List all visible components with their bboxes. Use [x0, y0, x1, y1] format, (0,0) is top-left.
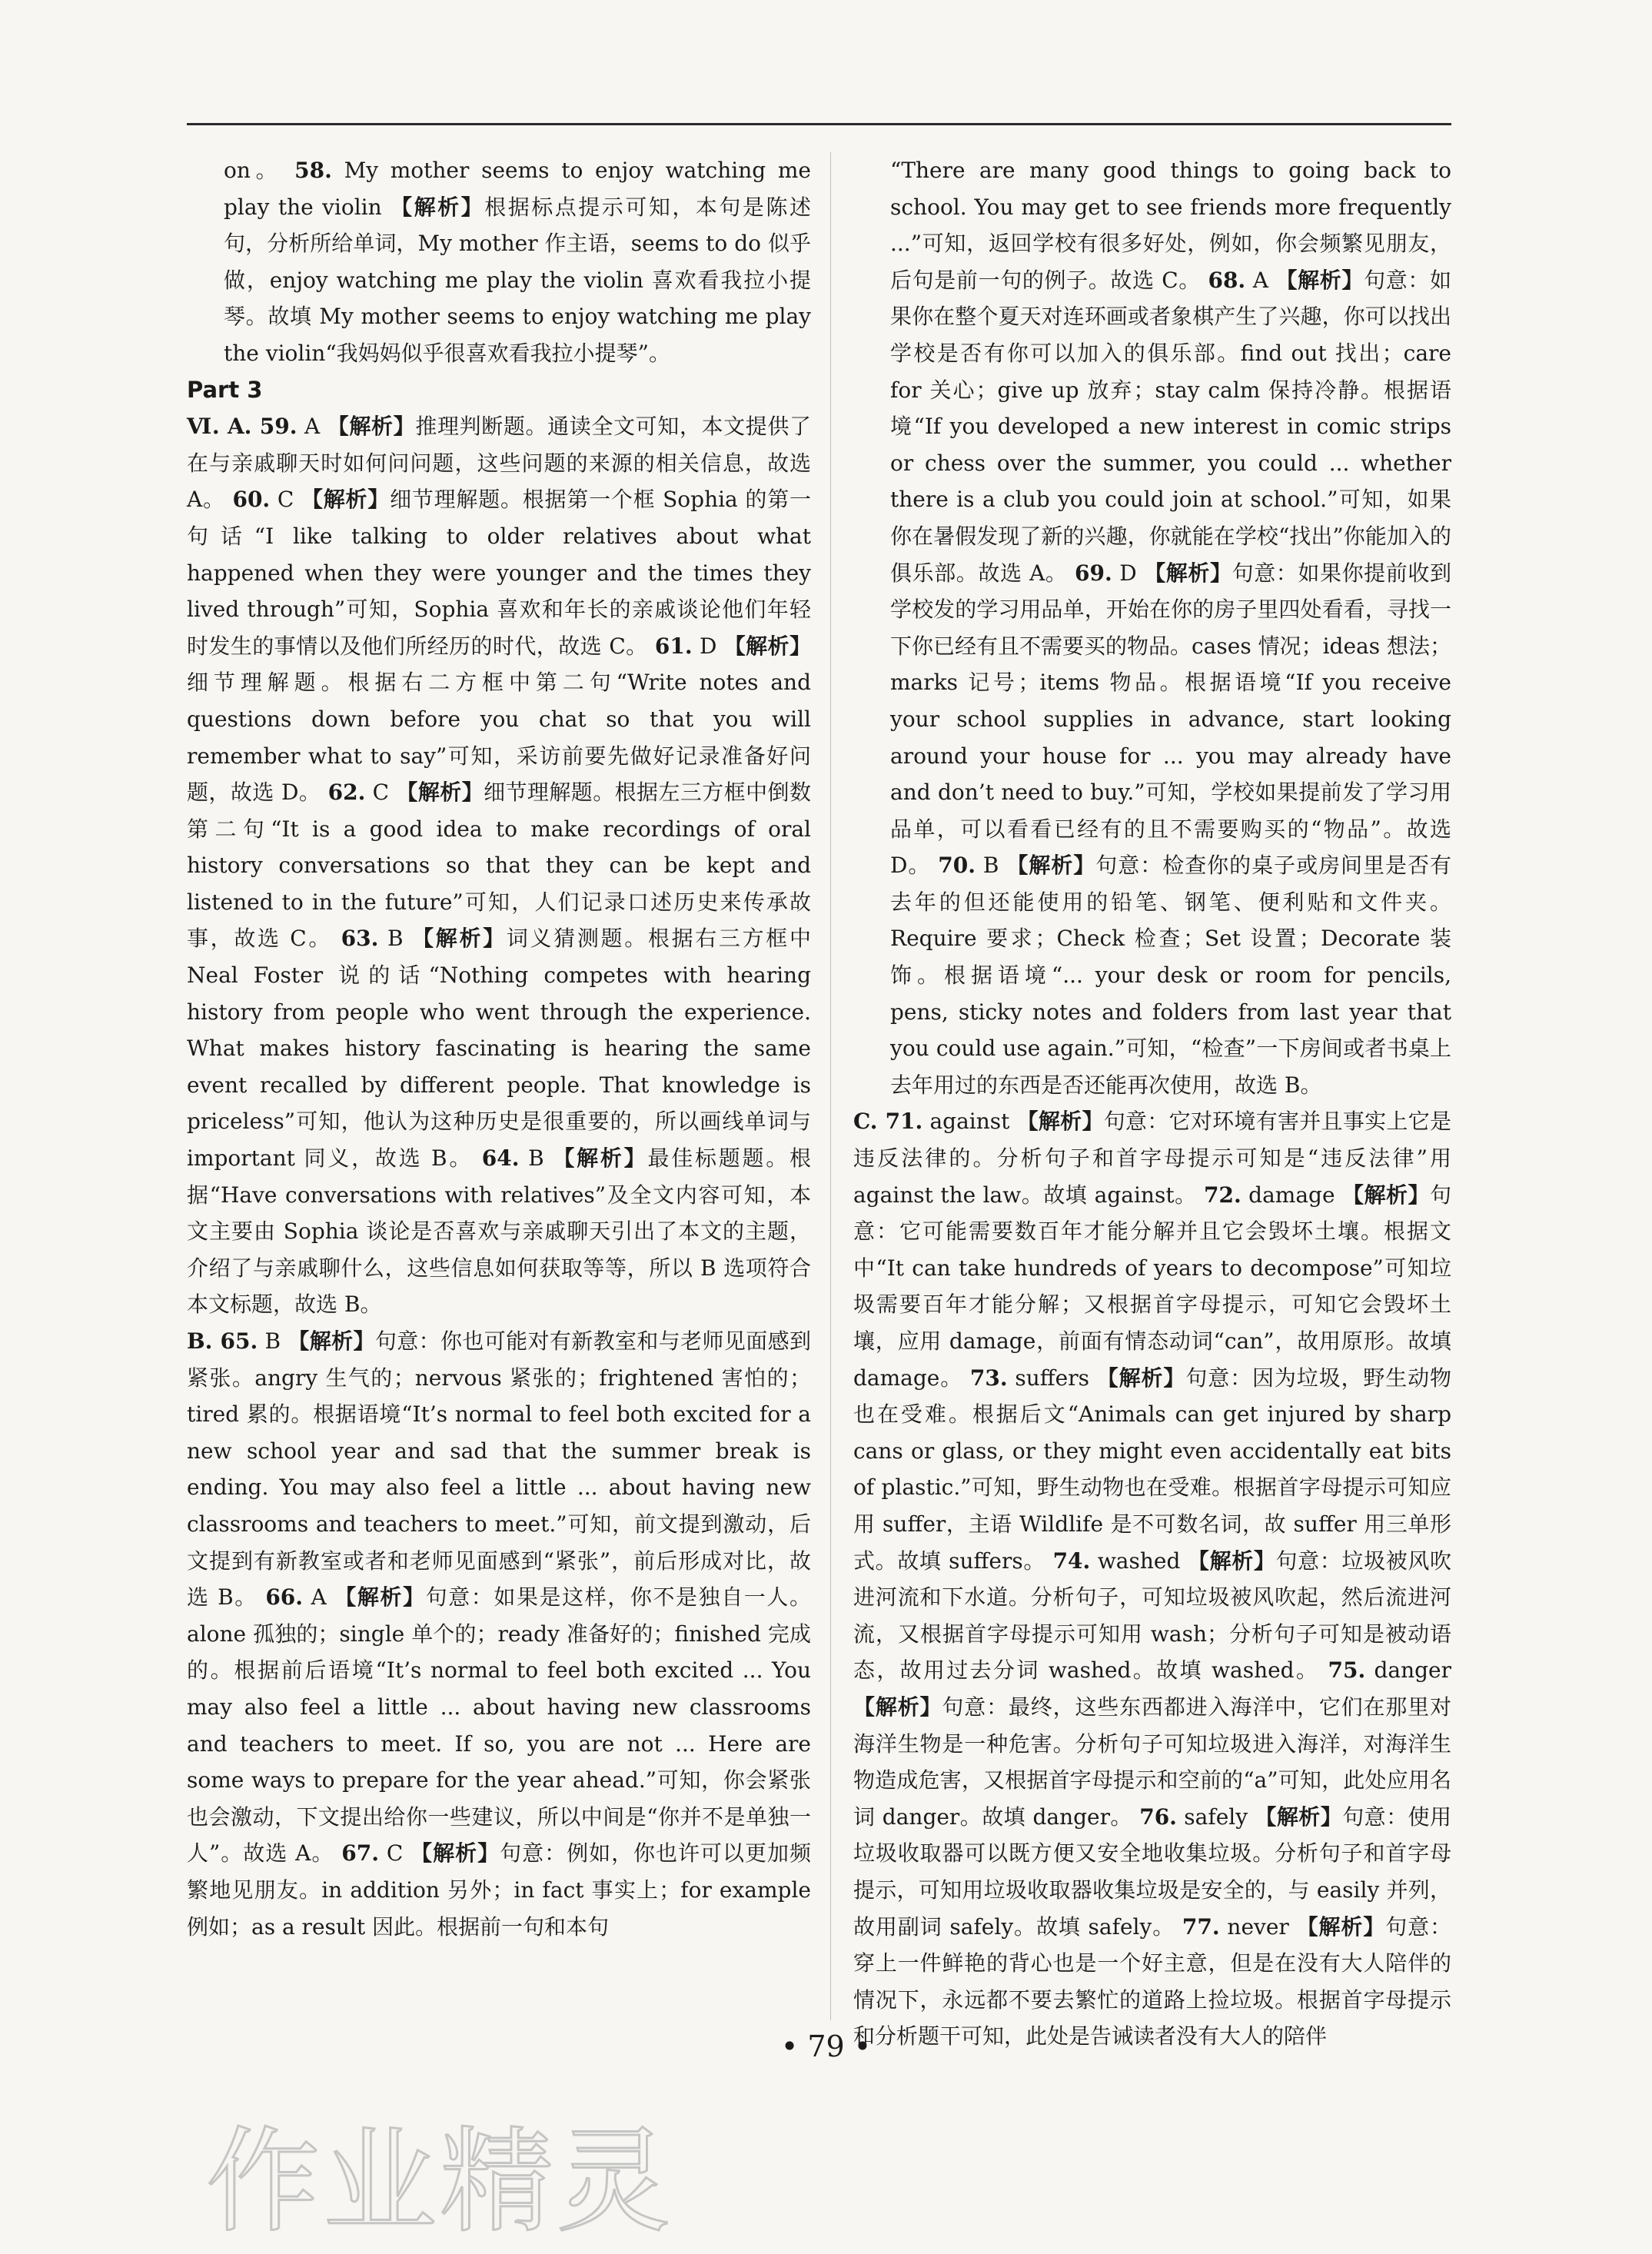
question-number: 70. — [938, 853, 976, 879]
answer-text: damage — [1241, 1182, 1342, 1208]
answer-text: 句意：它可能需要数百年才能分解并且它会毁坏土壤。根据文中“It can take hundreds of years to decompose”可知垃圾需要百年才能分解；又根据首字母提示，可知它会毁坏土壤，应用 damage，前面有情态动词“can”，故用原形。故填 damage。 — [853, 1182, 1451, 1391]
answer-text: on。 — [224, 158, 295, 183]
analysis-tag: 【解析】 — [1275, 267, 1364, 293]
answer-text: C — [365, 780, 397, 806]
section-label: C. 71. — [853, 1109, 923, 1135]
question-number: 66. — [265, 1584, 304, 1611]
analysis-tag: 【解析】 — [396, 780, 484, 806]
page-number: • 79 • — [780, 2030, 872, 2063]
answer-text: 细节理解题。根据第一个框 Sophia 的第一句话“I like talking to older relatives about what happened when they were younger and the times they lived through”可知，Sophia 喜欢和年长的亲戚谈论他们年轻时发生的事情以及他们所经历的时代，故选 C。 — [187, 487, 811, 659]
question-number: 68. — [1208, 267, 1246, 293]
answer-text: My mother seems to enjoy watching me play the violin — [224, 158, 811, 220]
answer-text: 句意：它对环境有害并且事实上它是违反法律的。分析句子和首字母提示可知是“违反法律”用 against the law。故填 against。 — [853, 1109, 1451, 1208]
analysis-tag: 【解析】 — [1341, 1182, 1430, 1208]
question-number: 67. — [341, 1840, 379, 1867]
question-number: 63. — [341, 926, 379, 952]
answer-text: D — [692, 633, 724, 659]
answer-text: 句意：如果你在整个夏天对连环画或者象棋产生了兴趣，你可以找出学校是否有你可以加入的俱乐部。find out 找出；care for 关心；give up 放弃；stay calm 保持冷静。根据语境“If you developed a new interest in comic strips or chess over the summer, you could ... whether there is a club you could join at school.”可知，如果你在暑假发现了新的兴趣，你就能在学校“找出”你能加入的俱乐部。故选 A。 — [890, 267, 1451, 586]
answer-text: C — [270, 487, 301, 513]
question-number: 77. — [1182, 1913, 1220, 1940]
analysis-tag: 【解析】 — [411, 1840, 500, 1867]
answer-text: 细节理解题。根据左三方框中倒数第二句“It is a good idea to make recordings of oral history conversations so that they can be kept and listened to in the future”可知，人们记录口述历史来传承故事，故选 C。 — [187, 780, 811, 952]
answer-text: 句意：如果是这样，你不是独自一人。alone 孤独的；single 单个的；ready 准备好的；finished 完成的。根据前后语境“It’s normal to feel both excited ... You may also feel a little ... about having new classrooms and teachers to meet. If so, you are not ... Here are some ways to prepare for the year ahead.”可知，你会紧张也会激动，下文提出给你一些建议，所以中间是“你并不是单独一人”。故选 A。 — [187, 1584, 811, 1867]
question-number: 72. — [1204, 1182, 1241, 1208]
watermark-logo: 作业精灵 — [206, 2116, 673, 2248]
analysis-tag: 【解析】 — [1096, 1365, 1186, 1391]
answer-text: danger — [1365, 1657, 1451, 1684]
answer-text: 句意：检查你的桌子或房间里是否有去年的但还能使用的铅笔、钢笔、便利贴和文件夹。Require 要求；Check 检查；Set 设置；Decorate 装饰。根据语境“... your desk or room for pencils, pens, sticky notes and folders from last year that you could use again.”可知，“检查”一下房间或者书桌上去年用过的东西是否还能再次使用，故选 B。 — [890, 853, 1451, 1098]
analysis-tag: 【解析】 — [1255, 1804, 1343, 1830]
answer-paragraph — [853, 1103, 1451, 2054]
answer-text: “There are many good things to going back to school. You may get to see friends more frequently ...”可知，返回学校有很多好处，例如，你会频繁见朋友，后句是前一句的例子。故选 C。 — [890, 158, 1451, 293]
section-label: B. 65. — [187, 1328, 258, 1354]
answer-paragraph — [853, 152, 1451, 1103]
answer-text: 推理判断题。通读全文可知，本文提供了在与亲戚聊天时如何问问题，这些问题的来源的相关信息，故选 A。 — [187, 414, 811, 513]
analysis-tag: 【解析】 — [334, 1584, 426, 1611]
analysis-tag: 【解析】 — [1296, 1913, 1386, 1940]
analysis-tag: 【解析】 — [1144, 560, 1232, 586]
answer-text: B — [976, 853, 1007, 879]
analysis-tag: 【解析】 — [553, 1145, 648, 1172]
answer-text: 句意：最终，这些东西都进入海洋中，它们在那里对海洋生物是一种危害。分析句子可知垃圾进入海洋，对海洋生物造成危害，又根据首字母提示和空前的“a”可知，此处应用名词 danger。故填 danger。 — [853, 1694, 1451, 1830]
answer-text: A — [297, 414, 327, 440]
answer-text: against — [922, 1109, 1017, 1135]
right-column — [853, 152, 1451, 2055]
answer-text: washed — [1090, 1548, 1188, 1574]
analysis-tag: 【解析】 — [391, 194, 485, 220]
answer-text: 句意：穿上一件鲜艳的背心也是一个好主意，但是在没有大人陪伴的情况下，永远都不要去繁忙的道路上捡垃圾。根据首字母提示和分析题干可知，此处是告诫读者没有大人的陪伴 — [853, 1913, 1451, 2050]
analysis-tag: 【解析】 — [288, 1328, 375, 1354]
question-number: 75. — [1328, 1657, 1366, 1684]
analysis-tag: 【解析】 — [327, 414, 416, 440]
answer-paragraph — [187, 408, 811, 1323]
part-heading: Part 3 — [187, 376, 263, 403]
answer-paragraph — [187, 152, 811, 372]
analysis-tag: 【解析】 — [1006, 853, 1096, 879]
question-number: 64. — [481, 1145, 520, 1172]
answer-text: A — [1245, 267, 1276, 293]
question-number: 69. — [1075, 560, 1112, 586]
question-number: 76. — [1139, 1804, 1177, 1830]
answer-text: D — [1112, 560, 1145, 586]
section-label: Ⅵ. A. 59. — [187, 414, 297, 440]
analysis-tag: 【解析】 — [1016, 1109, 1104, 1135]
analysis-tag: 【解析】 — [853, 1694, 942, 1720]
answer-text: 句意：如果你提前收到学校发的学习用品单，开始在你的房子里四处看看，寻找一下你已经有且不需要买的物品。cases 情况；ideas 想法；marks 记号；items 物品。根据语境“If you receive your school supplies in advance, start looking around your house for ... you may already have and don’t need to buy.”可知，学校如果提前发了学习用品单，可以看看已经有的且不需要购买的“物品”。故选 D。 — [890, 560, 1451, 879]
answer-text: safely — [1176, 1804, 1255, 1830]
answer-text: B — [378, 926, 413, 952]
answer-text: 句意：使用垃圾收取器可以既方便又安全地收集垃圾。分析句子和首字母提示，可知用垃圾收取器收集垃圾是安全的，与 easily 并列，故用副词 safely。故填 safely。 — [853, 1804, 1451, 1940]
question-number: 62. — [327, 780, 366, 806]
answer-text: 最佳标题题。根据“Have conversations with relatives”及全文内容可知，本文主要由 Sophia 谈论是否喜欢与亲戚聊天引出了本文的主题，介绍了与亲戚聊什么，这些信息如何获取等等，所以 B 选项符合本文标题，故选 B。 — [187, 1145, 811, 1318]
answer-text: 句意：因为垃圾，野生动物也在受难。根据后文“Animals can get injured by sharp cans or glass, or they might even accidentally eat bits of plastic.”可知，野生动物也在受难。根据首字母提示可知应用 suffer，主语 Wildlife 是不可数名词，故 suffer 用三单形式。故填 suffers。 — [853, 1365, 1451, 1574]
answer-text: 根据标点提示可知，本句是陈述句，分析所给单词，My mother 作主语，seems to do 似乎做，enjoy watching me play the violin 喜欢看我拉小提琴。故填 My mother seems to enjoy watching me play the violin“我妈妈似乎很喜欢看我拉小提琴”。 — [224, 194, 811, 366]
answer-text: A — [303, 1584, 335, 1611]
answer-text: B — [258, 1328, 288, 1354]
answer-text: suffers — [1007, 1365, 1097, 1391]
question-number: 61. — [654, 633, 693, 659]
answer-text: never — [1219, 1913, 1297, 1940]
analysis-tag: 【解析】 — [412, 926, 507, 952]
header-rule — [187, 123, 1451, 125]
answer-text: 句意：垃圾被风吹进河流和下水道。分析句子，可知垃圾被风吹起，然后流进河流，又根据首字母提示可知用 wash；分析句子可知是被动语态，故用过去分词 washed。故填 washed。 — [853, 1548, 1451, 1684]
answer-text: C — [378, 1840, 411, 1867]
question-number: 58. — [294, 158, 332, 183]
question-number: 74. — [1052, 1548, 1091, 1574]
answer-text: 词义猜测题。根据右三方框中 Neal Foster 说的话“Nothing competes with hearing history from people who went through the experience. What makes history fascinating is hearing the same event recalled by different people. That knowledge is priceless”可知，他认为这种历史是很重要的，所以画线单词与 important 同义，故选 B。 — [187, 926, 811, 1172]
analysis-tag: 【解析】 — [723, 633, 811, 659]
column-divider — [830, 152, 831, 2020]
answer-text: 细节理解题。根据右二方框中第二句“Write notes and questions down before you chat so that you will remember what to say”可知，采访前要先做好记录准备好问题，故选 D。 — [187, 670, 811, 806]
question-number: 60. — [232, 487, 271, 513]
answer-text: B — [519, 1145, 553, 1172]
answer-text: 句意：你也可能对有新教室和与老师见面感到紧张。angry 生气的；nervous 紧张的；frightened 害怕的；tired 累的。根据语境“It’s normal to feel both excited for a new school year and sad that the summer break is ending. You may also feel a little ... about having new classrooms and teachers to meet.”可知，前文提到激动，后文提到有新教室或者和老师见面感到“紧张”，前后形成对比，故选 B。 — [187, 1328, 811, 1611]
analysis-tag: 【解析】 — [1187, 1548, 1276, 1574]
answer-text: 句意：例如，你也许可以更加频繁地见朋友。in addition 另外；in fact 事实上；for example 例如；as a result 因此。根据前一句和本句 — [187, 1840, 811, 1940]
left-column — [187, 152, 811, 1945]
question-number: 73. — [969, 1365, 1008, 1391]
analysis-tag: 【解析】 — [301, 487, 391, 513]
answer-paragraph — [187, 1323, 811, 1945]
